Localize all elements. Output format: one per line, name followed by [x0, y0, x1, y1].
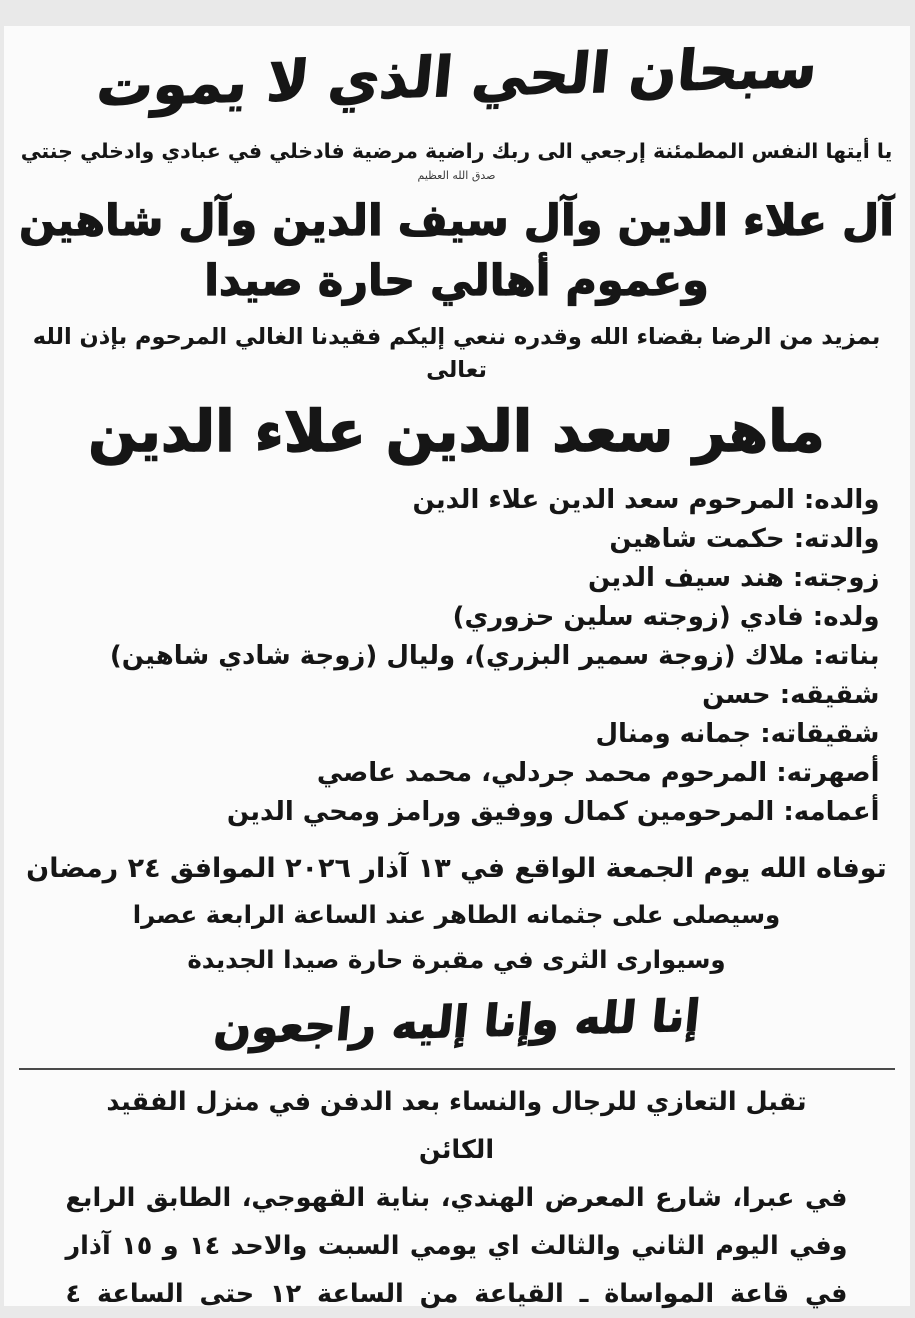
funeral-details [5, 846, 911, 982]
relative-line-sisters: شقيقاته: جمانه ومنال [596, 719, 881, 749]
quran-verse: يا أيتها النفس المطمئنة إرجعي الى ربك راضية مرضية فادخلي في عبادي وادخلي جنتي [21, 139, 894, 163]
relative-line-daughters: بناته: ملاك (زوجة سمير البزري)، وليال (زوجة شادي شاهين) [110, 641, 881, 671]
death-date-line: توفاه الله يوم الجمعة الواقع في ١٣ آذار ٢٠٢٦ الموافق ٢٤ رمضان [27, 853, 888, 884]
condolence-line-2: في عبرا، شارع المعرض الهندي، بناية القهوجي، الطابق الرابع [66, 1183, 849, 1213]
closing-calligraphy: إنا لله وإنا إليه راجعون [212, 990, 703, 1055]
verse-attribution: صدق الله العظيم [418, 169, 497, 182]
relative-line-son: ولده: فادي (زوجته سلين حزوري) [453, 602, 881, 632]
condolence-line-1: تقبل التعازي للرجال والنساء بعد الدفن في منزل الفقيد الكائن [107, 1087, 808, 1165]
obituary-page [5, 26, 911, 1309]
divider-rule [20, 1068, 896, 1070]
condolence-line-4: في قاعة المواساة ـ القياعة من الساعة ١٢ حتى الساعة ٤ [66, 1279, 849, 1309]
top-calligraphy: سبحان الحي الذي لا يموت [94, 35, 821, 120]
deceased-name: ماهر سعد الدين علاء الدين [89, 399, 826, 465]
relative-line-uncles: أعمامه: المرحومين كمال ووفيق ورامز ومحي الدين [227, 797, 881, 827]
burial-line: وسيوارى الثرى في مقبرة حارة صيدا الجديدة [188, 945, 727, 974]
mourning-families [5, 191, 911, 311]
condolence-line-3: وفي اليوم الثاني والثالث اي يومي السبت والاحد ١٤ و ١٥ آذار [66, 1231, 849, 1261]
relative-line-wife: زوجته: هند سيف الدين [589, 563, 881, 593]
relatives-list [5, 481, 911, 832]
condolences-section [67, 1078, 849, 1318]
relative-line-in-laws: أصهرته: المرحوم محمد جردلي، محمد عاصي [317, 758, 881, 788]
relative-line-brother: شقيقه: حسن [703, 680, 881, 710]
funeral-prayer-line: وسيصلى على جثمانه الطاهر عند الساعة الرابعة عصرا [133, 900, 782, 929]
community-line: وعموم أهالي حارة صيدا [205, 256, 710, 306]
announcement-intro: بمزيد من الرضا بقضاء الله وقدره ننعي إليكم فقيدنا الغالي المرحوم بإذن الله تعالى [33, 324, 882, 383]
families-line: آل علاء الدين وآل سيف الدين وآل شاهين [19, 196, 896, 246]
relative-line-father: والده: المرحوم سعد الدين علاء الدين [413, 485, 881, 515]
relative-line-mother: والدته: حكمت شاهين [610, 524, 881, 554]
